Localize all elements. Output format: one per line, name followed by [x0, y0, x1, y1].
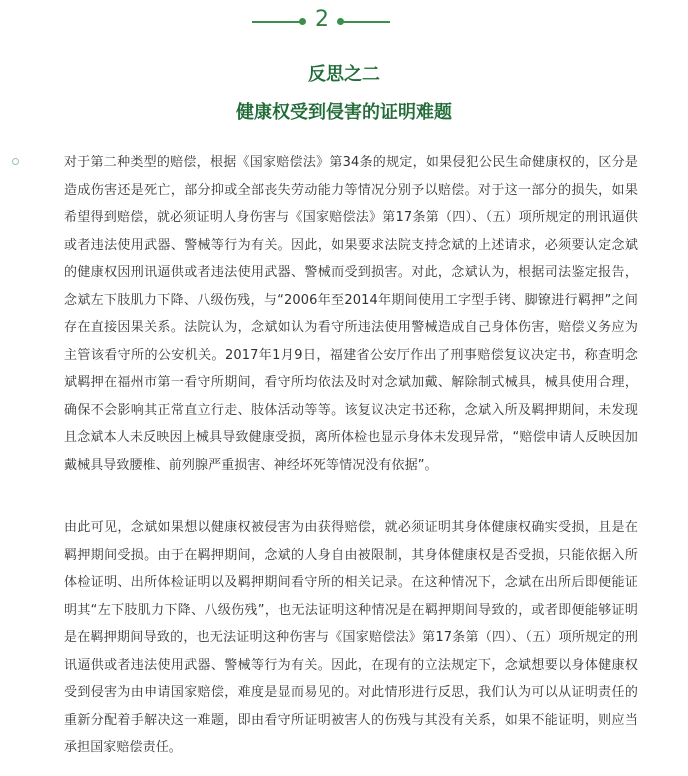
paragraph-2: 由此可见，念斌如果想以健康权被侵害为由获得赔偿，就必须证明其身体健康权确实受损，且是在羁押期间受损。由于在羁押期间，念斌的人身自由被限制，其身体健康权是否受损，只能依据入所体检证明、出所体检证明以及羁押期间看守所的相关记录。在这种情况下，念斌在出所后即便能证明其“左下肢肌力下降、八级伤残”，也无法证明这种情况是在羁押期间导致的，或者即便能够证明是在羁押期间导致的，也无法证明这种伤害与《国家赔偿法》第17条第（四）、（五）项所规定的刑讯逼供或者违法使用武器、警械等行为有关。因此，在现有的立法规定下，念斌想要以身体健康权受到侵害为由申请国家赔偿，难度是显而易见的。对此情形进行反思，我们认为可以从证明责任的重新分配着手解决这一难题，即由看守所证明被害人的伤残与其没有关系，如果不能证明，则应当承担国家赔偿责任。: [64, 520, 638, 755]
section-number: 2: [315, 7, 329, 32]
section-title: 反思之二: [308, 64, 380, 85]
section-divider: [0, 7, 688, 34]
divider-line-left: [252, 21, 300, 23]
bullet-circle-icon: [12, 158, 19, 165]
paragraph-1: 对于第二种类型的赔偿，根据《国家赔偿法》第34条的规定，如果侵犯公民生命健康权的，区分是造成伤害还是死亡，部分抑或全部丧失劳动能力等情况分别予以赔偿。对于这一部分的损失，如果希望得到赔偿，就必须证明人身伤害与《国家赔偿法》第17条第（四）、（五）项所规定的刑讯逼供或者违法使用武器、警械等行为有关。因此，如果要求法院支持念斌的上述请求，必须要认定念斌的健康权因刑讯逼供或者违法使用武器、警械而受到损害。对此，念斌认为，根据司法鉴定报告，念斌左下肢肌力下降、八级伤残，与“2006年至2014年期间使用工字型手铐、脚镣进行羁押”之间存在直接因果关系。法院认为，念斌如认为看守所违法使用警械造成自己身体伤害，赔偿义务应为主管该看守所的公安机关。2017年1月9日，福建省公安厅作出了刑事赔偿复议决定书，称查明念斌羁押在福州市第一看守所期间，看守所均依法及时对念斌加戴、解除制式械具，械具使用合理，确保不会影响其正常直立行走、肢体活动等等。该复议决定书还称，念斌入所及羁押期间，未发现且念斌本人未反映因上械具导致健康受损，离所体检也显示身体未发现异常，“赔偿申请人反映因加戴械具导致腰椎、前列腺严重损害、神经坏死等情况没有依据”。: [64, 155, 638, 473]
section-subtitle: 健康权受到侵害的证明难题: [236, 102, 452, 123]
divider-line-right: [342, 21, 390, 23]
divider-dot-left: [299, 18, 306, 25]
